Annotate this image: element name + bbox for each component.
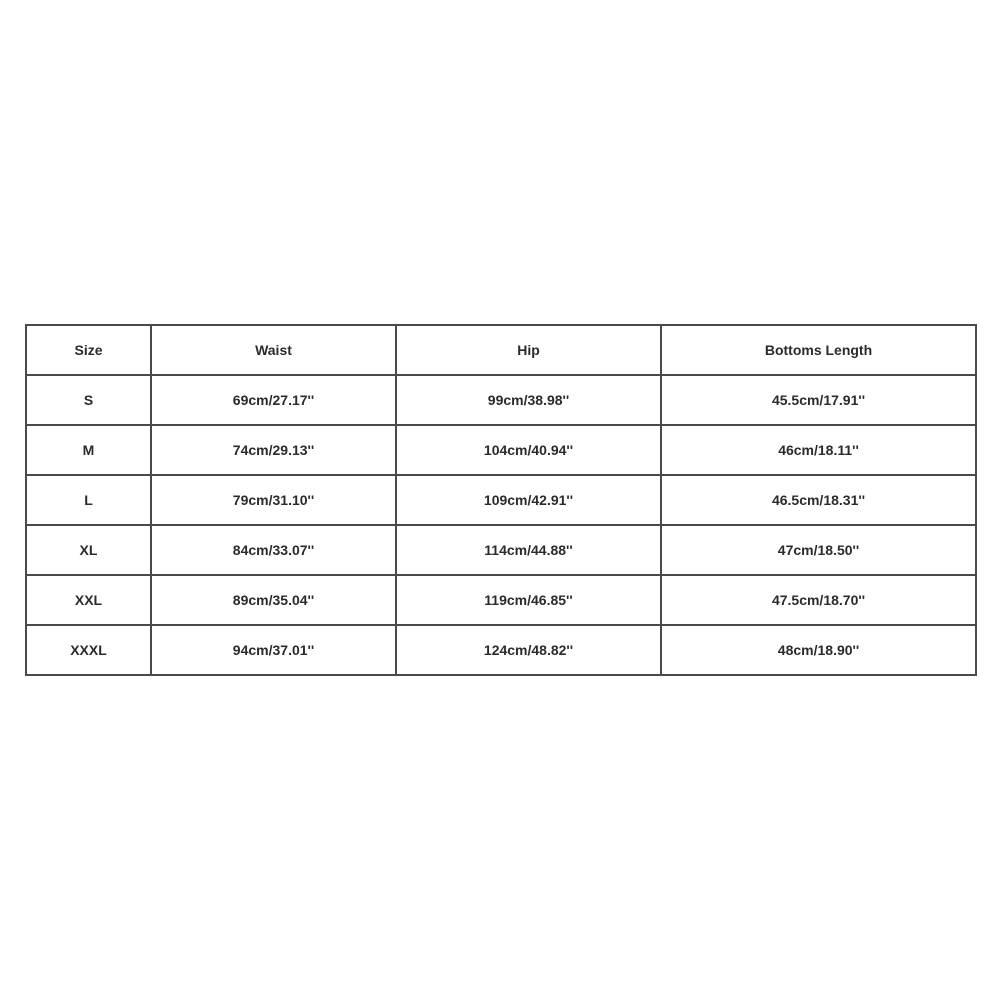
header-waist: Waist (151, 325, 396, 375)
waist-cell: 84cm/33.07'' (151, 525, 396, 575)
size-cell: XL (26, 525, 151, 575)
hip-cell: 99cm/38.98'' (396, 375, 661, 425)
table-row (26, 425, 976, 475)
size-cell: L (26, 475, 151, 525)
size-cell: S (26, 375, 151, 425)
size-cell: XXL (26, 575, 151, 625)
header-row (26, 325, 976, 375)
size-cell: XXXL (26, 625, 151, 675)
table-row (26, 575, 976, 625)
table-header (26, 325, 976, 375)
bottoms-length-cell: 45.5cm/17.91'' (661, 375, 976, 425)
waist-cell: 89cm/35.04'' (151, 575, 396, 625)
bottoms-length-cell: 46cm/18.11'' (661, 425, 976, 475)
header-hip: Hip (396, 325, 661, 375)
table-row (26, 375, 976, 425)
size-cell: M (26, 425, 151, 475)
size-chart-table (25, 324, 977, 676)
waist-cell: 94cm/37.01'' (151, 625, 396, 675)
bottoms-length-cell: 47.5cm/18.70'' (661, 575, 976, 625)
table-row (26, 475, 976, 525)
table-body (26, 375, 976, 675)
hip-cell: 109cm/42.91'' (396, 475, 661, 525)
header-bottoms-length: Bottoms Length (661, 325, 976, 375)
bottoms-length-cell: 47cm/18.50'' (661, 525, 976, 575)
waist-cell: 69cm/27.17'' (151, 375, 396, 425)
hip-cell: 114cm/44.88'' (396, 525, 661, 575)
bottoms-length-cell: 48cm/18.90'' (661, 625, 976, 675)
hip-cell: 119cm/46.85'' (396, 575, 661, 625)
header-size: Size (26, 325, 151, 375)
hip-cell: 104cm/40.94'' (396, 425, 661, 475)
waist-cell: 79cm/31.10'' (151, 475, 396, 525)
hip-cell: 124cm/48.82'' (396, 625, 661, 675)
table-row (26, 525, 976, 575)
waist-cell: 74cm/29.13'' (151, 425, 396, 475)
bottoms-length-cell: 46.5cm/18.31'' (661, 475, 976, 525)
table-row (26, 625, 976, 675)
